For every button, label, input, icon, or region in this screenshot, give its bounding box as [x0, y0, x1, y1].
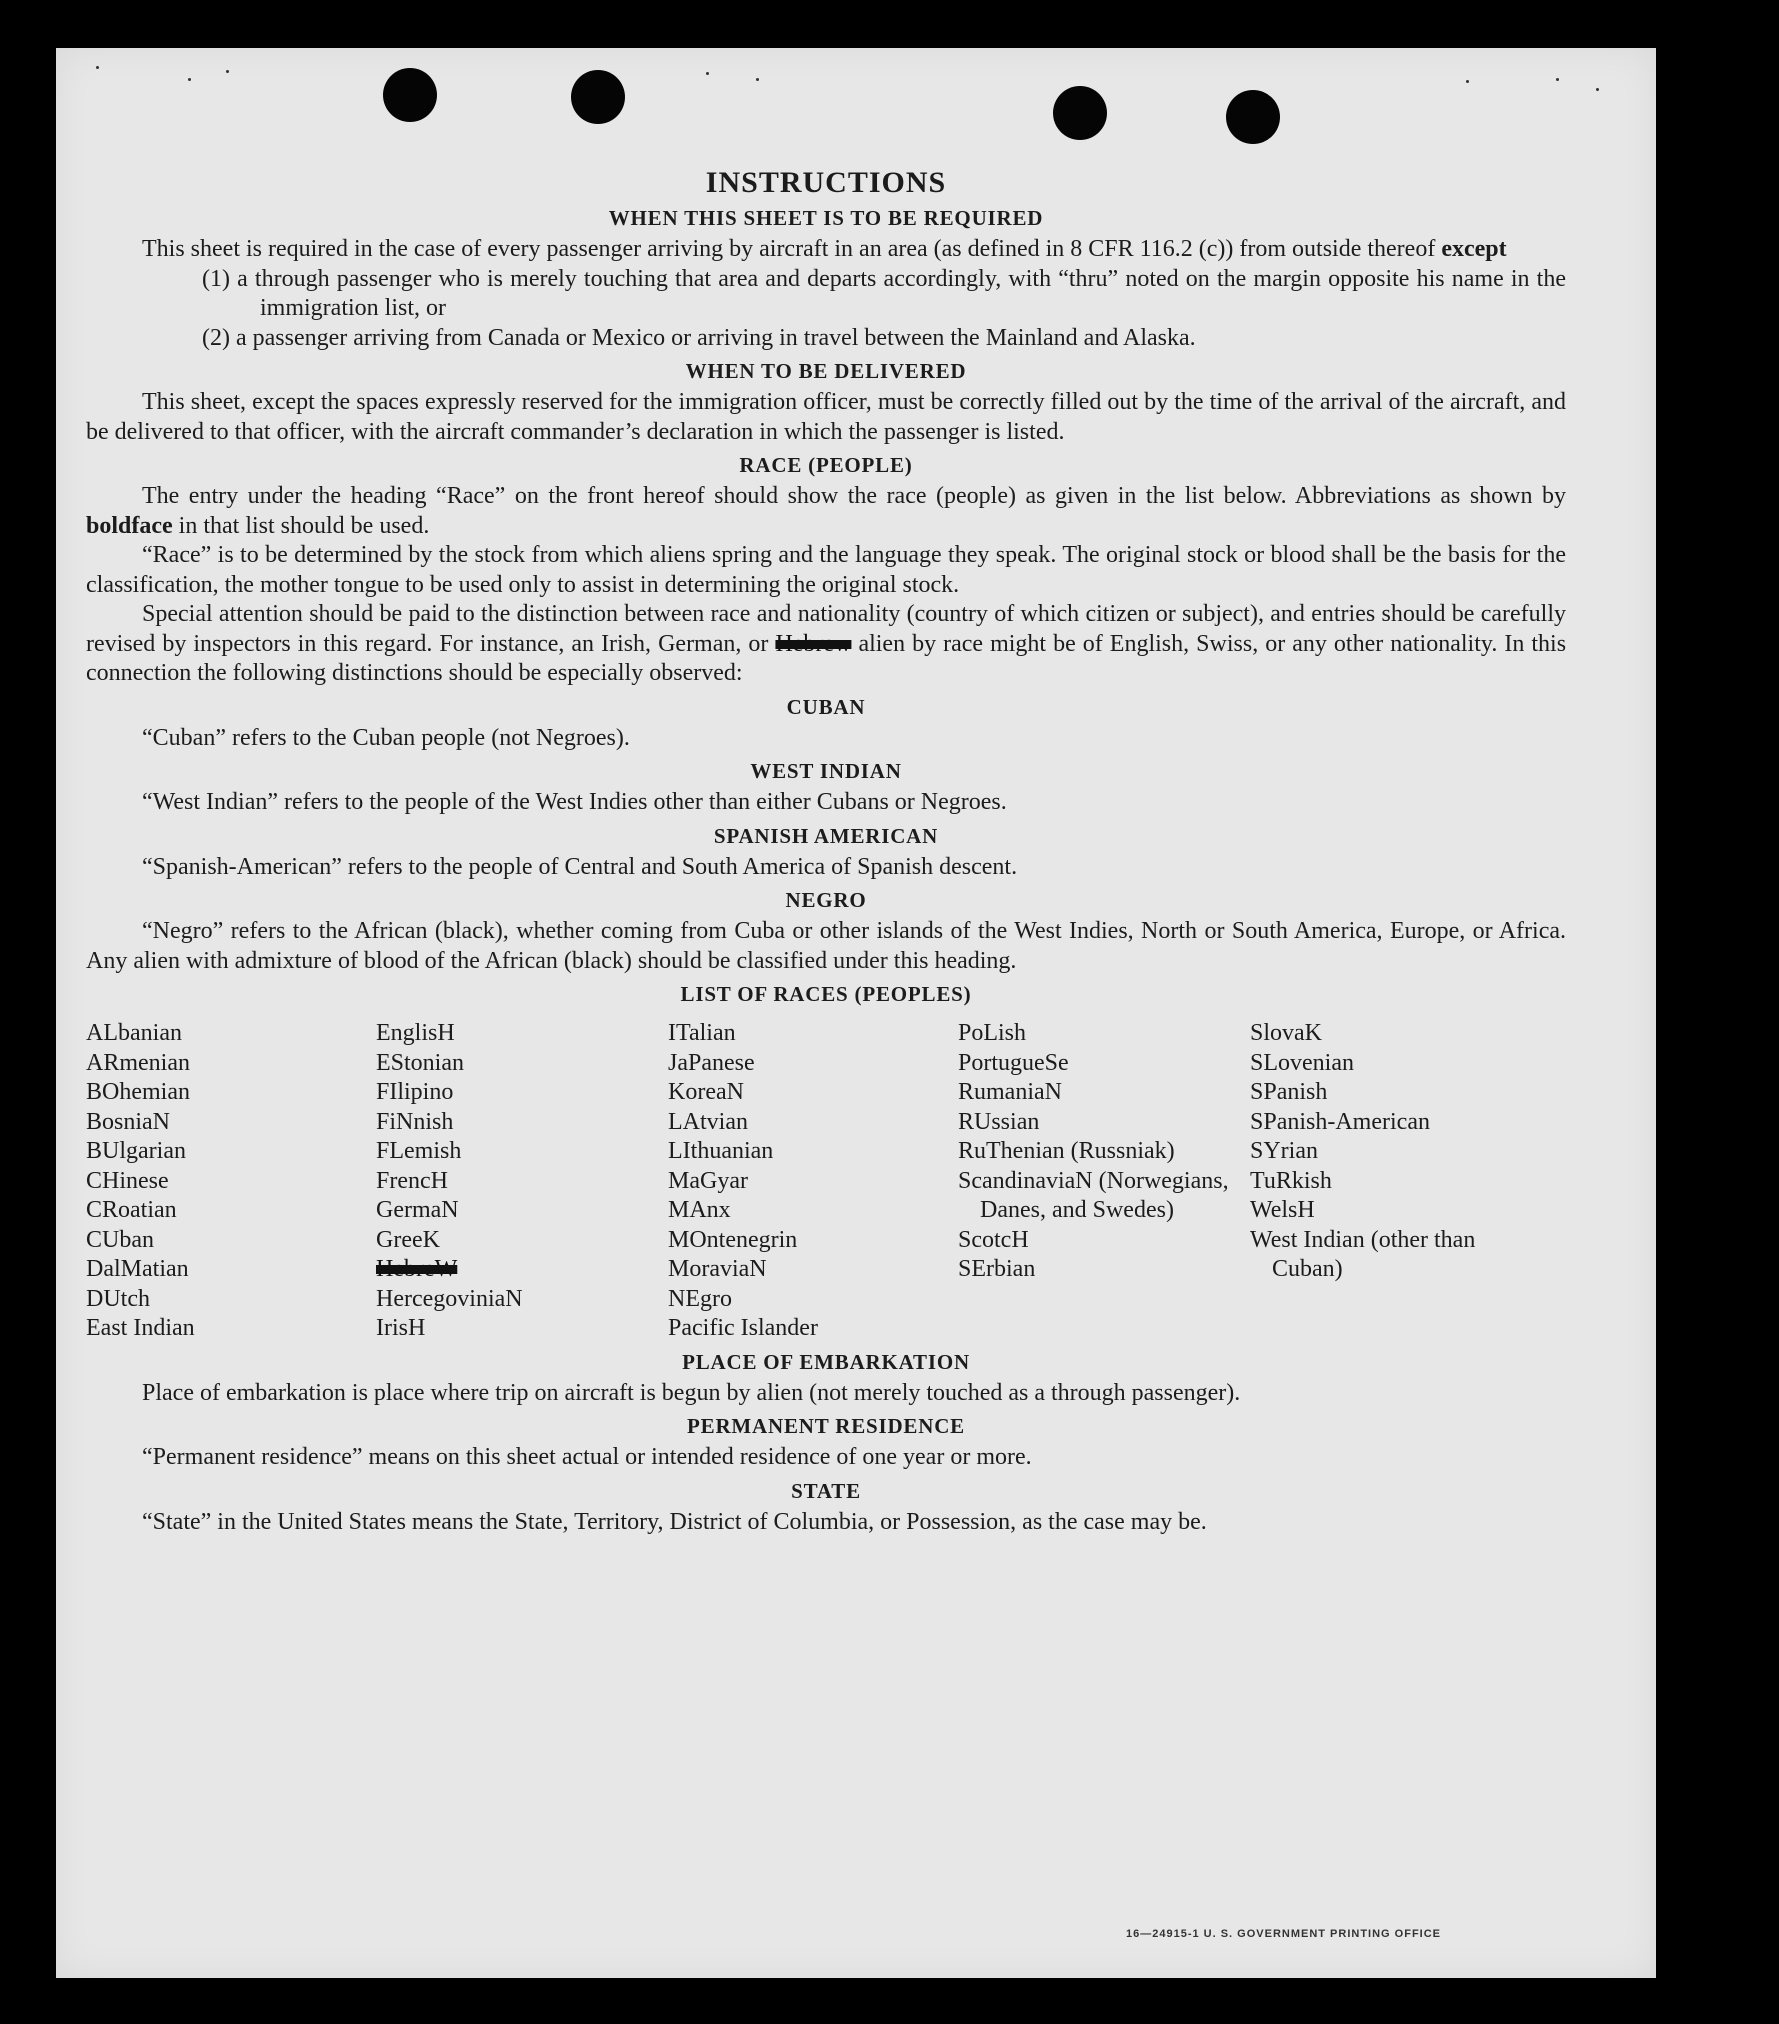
paragraph: This sheet, except the spaces expressly reserved for the immigration officer, must be correctly filled out by the time of the arrival of the aircraft, and be delivered to that officer, with the aircraft commander’s declaration in which the passenger is listed. — [86, 389, 1566, 445]
punch-hole — [1053, 86, 1107, 140]
race-item: CHinese — [86, 1167, 169, 1194]
races-column — [1250, 1019, 1500, 1344]
paragraph: “Race” is to be determined by the stock from which aliens spring and the language they speak. The original stock or blood shall be the basis for the classification, the mother tongue to be used only to assist in determining the original stock. — [86, 542, 1566, 598]
race-item: ScandinaviaN (Norwegians, Danes, and Swedes) — [958, 1167, 1235, 1223]
section-heading: PERMANENT RESIDENCE — [687, 1414, 965, 1438]
list-item: (2) a passenger arriving from Canada or Mexico or arriving in travel between the Mainland and Alaska. — [202, 324, 1196, 351]
race-item: LAtvian — [668, 1108, 748, 1135]
race-item: MAnx — [668, 1197, 731, 1223]
race-item: ALbanian — [86, 1020, 182, 1046]
section-heading: WHEN TO BE DELIVERED — [685, 359, 967, 383]
paragraph: “Cuban” refers to the Cuban people (not Negroes). — [142, 724, 630, 751]
page-title: INSTRUCTIONS — [705, 166, 947, 199]
section-heading: WHEN THIS SHEET IS TO BE REQUIRED — [608, 206, 1044, 230]
race-item: SYrian — [1250, 1138, 1318, 1164]
race-item: MaGyar — [668, 1167, 748, 1194]
race-item: EStonian — [376, 1049, 464, 1076]
race-item: RUssian — [958, 1108, 1040, 1135]
section-heading: LIST OF RACES (PEOPLES) — [680, 982, 972, 1006]
race-item: NEgro — [668, 1285, 732, 1312]
race-item: MOntenegrin — [668, 1226, 798, 1253]
race-item: RuThenian (Russniak) — [958, 1138, 1175, 1164]
race-item: CRoatian — [86, 1197, 177, 1223]
race-item: SErbian — [958, 1256, 1036, 1282]
race-item: RumaniaN — [958, 1079, 1062, 1105]
race-item: SPanish — [1250, 1079, 1328, 1105]
race-item: GermaN — [376, 1197, 459, 1223]
paragraph: Place of embarkation is place where trip on aircraft is begun by alien (not merely touched as a through passenger). — [142, 1379, 1241, 1406]
race-item: KoreaN — [668, 1079, 744, 1105]
races-column — [376, 1019, 668, 1344]
punch-hole — [383, 68, 437, 122]
paragraph: “State” in the United States means the State, Territory, District of Columbia, or Possession, as the case may be. — [142, 1508, 1207, 1535]
race-item: FiNnish — [376, 1108, 454, 1135]
race-item: ScotcH — [958, 1226, 1029, 1253]
race-item: JaPanese — [668, 1049, 755, 1076]
paragraph: “West Indian” refers to the people of the West Indies other than either Cubans or Negroes. — [142, 789, 1007, 815]
race-item: SPanish-American — [1250, 1108, 1430, 1135]
section-heading: NEGRO — [785, 888, 867, 912]
race-item: SlovaK — [1250, 1020, 1322, 1046]
section-heading: SPANISH AMERICAN — [713, 823, 939, 848]
race-item: West Indian (other than Cuban) — [1250, 1226, 1482, 1282]
race-item: IrisH — [376, 1315, 426, 1341]
paragraph: This sheet is required in the case of every passenger arriving by aircraft in an area (as defined in 8 CFR 116.2 (c)) from outside thereof except — [142, 236, 1507, 262]
race-item: PoLish — [958, 1020, 1027, 1046]
paragraph: Special attention should be paid to the distinction between race and nationality (country of which citizen or subject), and entries should be carefully revised by inspectors in this regard. For instance, an Irish, German, or Hebrew alien by race might be of English, Swiss, or any other nationality. In this connection the following distinctions should be especially observed: — [86, 601, 1567, 686]
race-item: CUban — [86, 1226, 154, 1253]
race-item: East Indian — [86, 1315, 195, 1341]
race-item: WelsH — [1250, 1197, 1315, 1223]
punch-hole — [571, 70, 625, 124]
race-item: ARmenian — [86, 1049, 190, 1076]
section-heading: CUBAN — [786, 694, 866, 719]
instructions-body — [86, 166, 1566, 1537]
section-heading: PLACE OF EMBARKATION — [682, 1349, 970, 1374]
race-item-struck: HebreW — [376, 1256, 458, 1282]
races-column — [958, 1019, 1250, 1344]
race-item: Pacific Islander — [668, 1315, 818, 1341]
race-item: FIlipino — [376, 1079, 454, 1105]
section-heading: WEST INDIAN — [750, 759, 902, 783]
race-item: PortugueSe — [958, 1049, 1069, 1076]
paragraph: “Negro” refers to the African (black), whether coming from Cuba or other islands of the West Indies, North or South America, Europe, or Africa. Any alien with admixture of blood of the African (black) should be classified under this heading. — [86, 918, 1566, 974]
paragraph: The entry under the heading “Race” on the front hereof should show the race (people) as given in the list below. Abbreviations as shown by boldface in that list should be used. — [86, 483, 1566, 539]
paragraph: “Spanish-American” refers to the people of Central and South America of Spanish descent. — [142, 853, 1018, 880]
race-item: HercegoviniaN — [376, 1285, 523, 1312]
race-item: BOhemian — [86, 1079, 190, 1105]
race-item: FrencH — [376, 1167, 448, 1194]
races-column — [86, 1019, 376, 1344]
race-item: BUlgarian — [86, 1138, 186, 1164]
race-item: ITalian — [668, 1020, 736, 1046]
race-item: SLovenian — [1250, 1049, 1354, 1076]
race-item: GreeK — [376, 1226, 440, 1253]
race-item: FLemish — [376, 1138, 462, 1164]
printer-imprint: 16—24915-1 U. S. GOVERNMENT PRINTING OFFICE — [1126, 1928, 1442, 1940]
race-item: DUtch — [86, 1285, 150, 1312]
paragraph: “Permanent residence” means on this sheet actual or intended residence of one year or more. — [142, 1444, 1032, 1470]
race-item: EnglisH — [376, 1020, 455, 1046]
section-heading: RACE (PEOPLE) — [739, 453, 913, 477]
section-heading: STATE — [791, 1478, 861, 1503]
race-item: MoraviaN — [668, 1256, 767, 1282]
race-item: DalMatian — [86, 1256, 189, 1282]
races-column — [668, 1019, 958, 1344]
race-item: TuRkish — [1250, 1167, 1332, 1194]
punch-hole — [1226, 90, 1280, 144]
race-item: LIthuanian — [668, 1138, 774, 1164]
races-list — [86, 1019, 1566, 1344]
struck-word: Hebrew — [775, 630, 852, 657]
list-item: (1) a through passenger who is merely touching that area and departs accordingly, with “thru” noted on the margin opposite his name in the immigration list, or — [202, 265, 1566, 321]
document-page — [56, 48, 1656, 1978]
race-item: BosniaN — [86, 1108, 170, 1135]
